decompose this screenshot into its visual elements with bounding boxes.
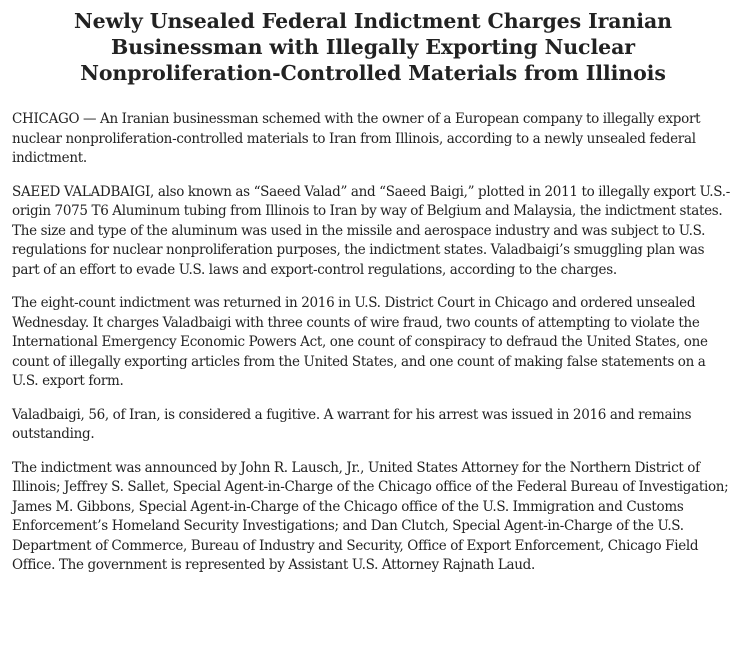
article-title: Newly Unsealed Federal Indictment Charges Iranian Businessman with Illegally Exporting Nuclear Nonproliferation-Controlled Materials from Illinois: [74, 9, 672, 85]
paragraph-charges: The eight-count indictment was returned in 2016 in U.S. District Court in Chicago and ordered unsealed Wednesday. It charges Valadbaigi with three counts of wire fraud, two counts of attempting to violate the International Emergency Economic Powers Act, one count of conspiracy to defraud the United States, one count of illegally exporting articles from the United States, and one count of making false statements on a U.S. export form.: [12, 295, 708, 389]
paragraph-defendant: SAEED VALADBAIGI, also known as “Saeed Valad” and “Saeed Baigi,” plotted in 2011 to illegally export U.S.-origin 7075 T6 Aluminum tubing from Illinois to Iran by way of Belgium and Malaysia, the indictment states. The size and type of the aluminum was used in the missile and aerospace industry and was subject to U.S. regulations for nuclear nonproliferation purposes, the indictment states. Valadbaigi’s smuggling plan was part of an effort to evade U.S. laws and export-control regulations, according to the charges.: [12, 183, 730, 278]
article-body: [12, 110, 734, 576]
paragraph-announcement: The indictment was announced by John R. Lausch, Jr., United States Attorney for the Northern District of Illinois; Jeffrey S. Sallet, Special Agent-in-Charge of the Chicago office of the Federal Bureau of Investigation; James M. Gibbons, Special Agent-in-Charge of the Chicago office of the U.S. Immigration and Customs Enforcement’s Homeland Security Investigations; and Dan Clutch, Special Agent-in-Charge of the U.S. Department of Commerce, Bureau of Industry and Security, Office of Export Enforcement, Chicago Field Office. The government is represented by Assistant U.S. Attorney Rajnath Laud.: [12, 459, 729, 573]
paragraph-dateline: CHICAGO — An Iranian businessman schemed with the owner of a European company to illegally export nuclear nonproliferation-controlled materials to Iran from Illinois, according to a newly unsealed federal indictment.: [12, 111, 701, 166]
paragraph-fugitive: Valadbaigi, 56, of Iran, is considered a fugitive. A warrant for his arrest was issued in 2016 and remains outstanding.: [12, 406, 692, 442]
